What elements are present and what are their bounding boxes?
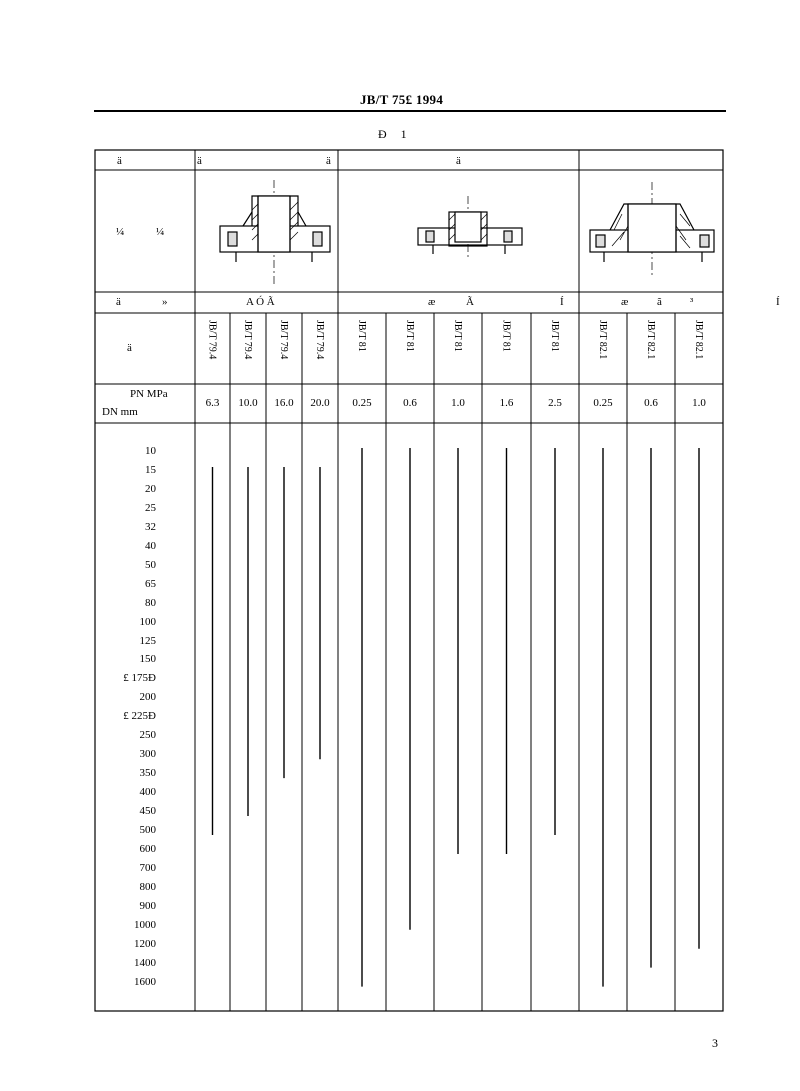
pressure-cell: 10.0 [238,397,258,409]
dn-value: 350 [139,767,156,780]
type-header: ä [117,155,122,167]
dn-value: 15 [145,463,156,476]
welding-neck-flange-drawing [220,180,330,284]
pressure-cell: 16.0 [274,397,294,409]
dn-value: 450 [139,805,156,818]
dn-value: 10 [145,445,156,457]
dn-value: £ 225Ð [123,710,156,723]
table-caption-label: Ð [378,127,387,141]
slip-on-flange-drawing [418,196,522,258]
standard-cell: JB/T 79.4 [206,320,218,360]
pressure-cell: 1.6 [499,397,514,409]
dn-value: 80 [145,596,156,609]
pn-label: PN MPa [130,388,168,400]
dn-value: 40 [145,539,156,552]
standard-cell: JB/T 81 [452,320,463,352]
standard-cell: JB/T 82.1 [645,320,656,360]
standard-row-label: ä [127,342,132,354]
pressure-cell: 20.0 [310,397,330,409]
dn-value: 1200 [134,937,156,950]
standard-cell: JB/T 81 [500,320,512,352]
sealing-row-label-left: ä [116,296,121,308]
dn-value: 800 [139,880,156,893]
integral-sealing-left: æ [621,296,629,308]
standard-cell: JB/T 81 [356,320,367,352]
standard-cell: JB/T 82.1 [693,320,704,360]
pressure-cell: 0.25 [352,397,372,409]
dn-value: 50 [145,558,156,571]
slipon-sealing-mid: Ã [466,296,474,308]
sketch-row-label-left: ¼ [116,226,125,238]
sketch-row-label-right: ¼ [156,226,165,238]
dn-value: 65 [145,577,156,590]
sealing-row-label-right: » [162,296,168,308]
standard-cell: JB/T 81 [404,320,415,352]
neck-group-header-right: ä [326,155,331,167]
standard-cell: JB/T 81 [549,320,560,352]
standard-cell: JB/T 79.4 [242,320,253,360]
pressure-cell: 0.6 [403,397,417,409]
slipon-sealing-left: æ [428,296,436,308]
slipon-group-header: ä [456,155,461,167]
pressure-cell: 0.25 [593,397,613,409]
table-caption-number: 1 [400,127,407,141]
neck-sealing-face: A Ó Ã [246,296,275,308]
dn-value: 250 [139,729,156,742]
dn-value: 1600 [134,975,156,988]
dn-value: 1000 [134,918,156,931]
standard-cell: JB/T 79.4 [314,320,325,360]
pressure-cell: 2.5 [548,397,562,409]
dn-value: 1400 [134,956,156,969]
standard-number: JB/T 75£ 1994 [360,92,444,107]
dn-value: 125 [139,634,156,647]
standard-cell: JB/T 82.1 [597,320,608,360]
dn-value: 500 [139,824,156,836]
dn-label: DN mm [102,406,138,418]
dn-value: 400 [139,786,156,799]
dn-value: £ 175Ð [123,672,156,685]
pressure-cell: 6.3 [205,397,220,409]
pressure-cell: 0.6 [644,397,658,409]
dn-value: 32 [145,520,156,533]
dn-value: 600 [139,842,156,855]
dn-value: 150 [139,653,156,666]
dn-value: 300 [139,748,156,761]
integral-sealing-mid: ã [657,296,662,308]
integral-flange-drawing [590,182,714,276]
pressure-cell: 1.0 [692,397,706,409]
standard-cell: JB/T 79.4 [278,320,289,360]
page-number: 3 [712,1036,718,1050]
dn-value: 700 [139,861,156,874]
dn-coverage-lines [213,448,700,987]
dn-value: 100 [139,615,156,628]
sealing-overflow-mark: Í [776,296,780,308]
slipon-sealing-right: Í [560,296,564,308]
dn-value: 200 [139,691,156,704]
dn-value: 25 [145,501,156,514]
pressure-cell: 1.0 [451,397,465,409]
neck-group-header-left: ä [197,155,202,167]
integral-sealing-right: ³ [690,296,694,308]
dn-value: 20 [145,482,156,495]
dn-value: 900 [139,899,156,912]
